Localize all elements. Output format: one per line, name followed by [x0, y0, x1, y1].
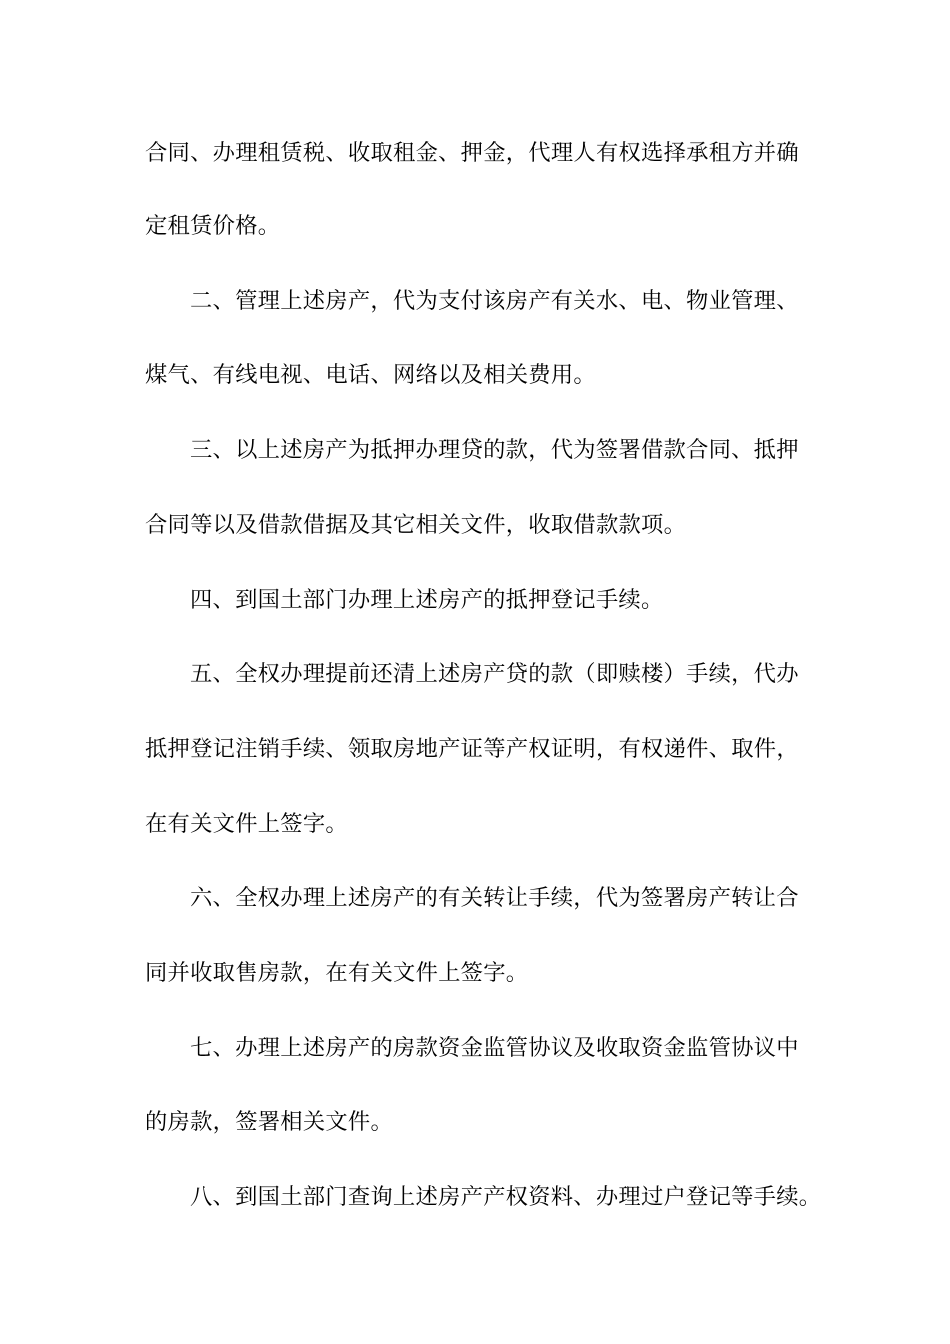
- paragraph-2-line-1: 二、管理上述房产，代为支付该房产有关水、电、物业管理、: [190, 288, 799, 314]
- paragraph-8-line-1: 八、到国土部门查询上述房产产权资料、办理过户登记等手续。: [190, 1184, 822, 1210]
- paragraph-6-line-1: 六、全权办理上述房产的有关转让手续，代为签署房产转让合: [190, 885, 799, 911]
- paragraph-5-line-2: 抵押登记注销手续、领取房地产证等产权证明，有权递件、取件，: [145, 736, 799, 762]
- paragraph-3-line-1: 三、以上述房产为抵押办理贷的款，代为签署借款合同、抵押: [190, 437, 799, 463]
- paragraph-2-line-2: 煤气、有线电视、电话、网络以及相关费用。: [145, 362, 596, 388]
- paragraph-7-line-2: 的房款，签署相关文件。: [145, 1109, 394, 1135]
- paragraph-5-line-1: 五、全权办理提前还清上述房产贷的款（即赎楼）手续，代办: [190, 661, 799, 687]
- text-line-2: 定租赁价格。: [145, 213, 281, 239]
- paragraph-3-line-2: 合同等以及借款借据及其它相关文件，收取借款款项。: [145, 512, 687, 538]
- paragraph-6-line-2: 同并收取售房款，在有关文件上签字。: [145, 960, 529, 986]
- paragraph-7-line-1: 七、办理上述房产的房款资金监管协议及收取资金监管协议中: [190, 1035, 799, 1061]
- paragraph-4-line-1: 四、到国土部门办理上述房产的抵押登记手续。: [190, 587, 664, 613]
- paragraph-5-line-3: 在有关文件上签字。: [145, 811, 348, 837]
- text-line-1: 合同、办理租赁税、收取租金、押金，代理人有权选择承租方并确: [145, 140, 799, 166]
